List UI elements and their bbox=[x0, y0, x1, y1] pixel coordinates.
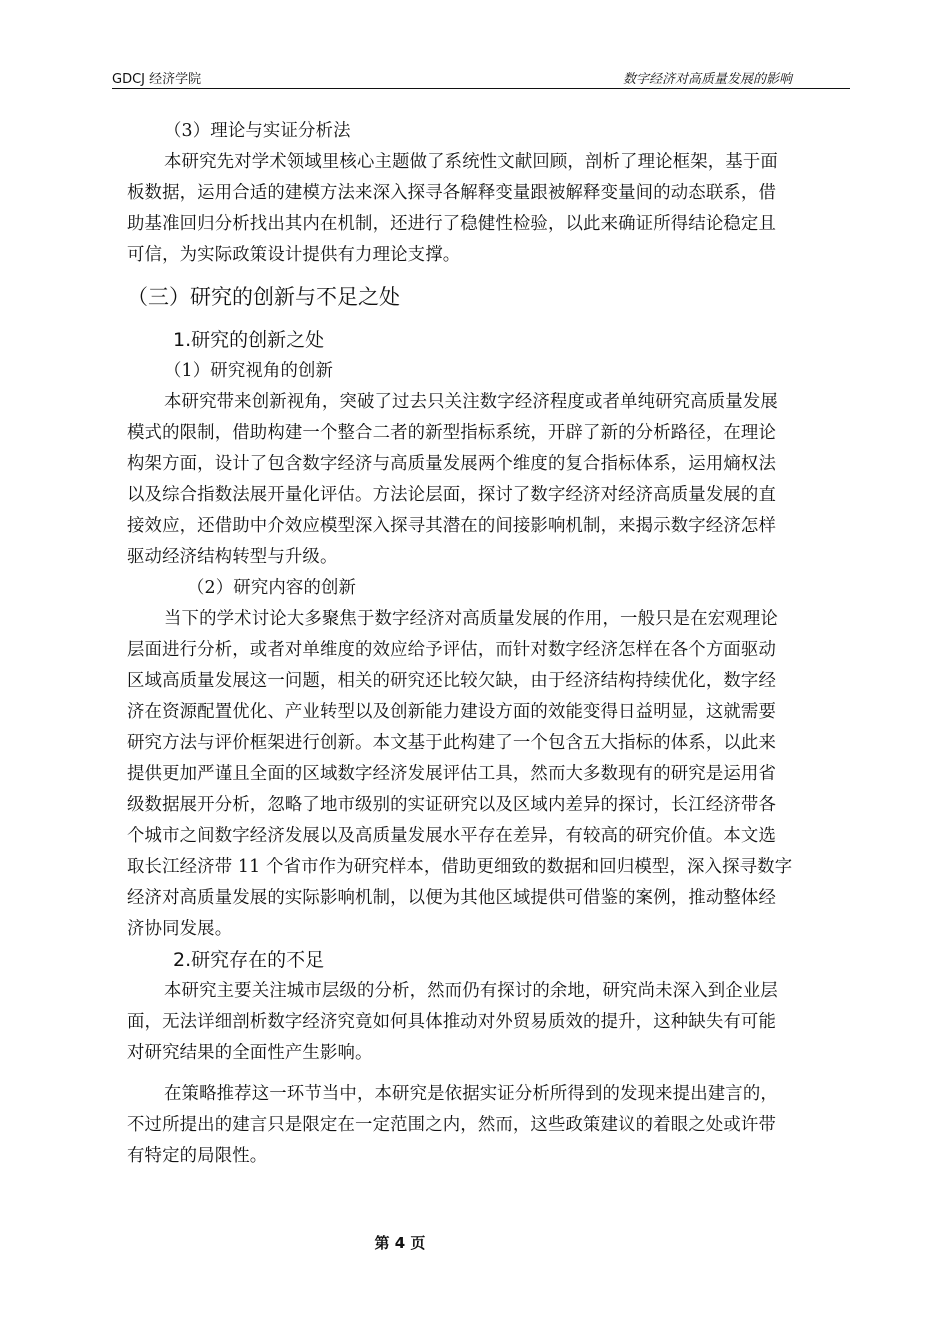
paragraph-line: 取长江经济带 11 个省市作为研究样本，借助更细致的数据和回归模型，深入探寻数字 bbox=[127, 857, 793, 877]
paragraph-line: 面，无法详细剖析数字经济究竟如何具体推动对外贸易质效的提升，这种缺失有可能 bbox=[127, 1012, 777, 1032]
paragraph-line: 不过所提出的建言只是限定在一定范围之内，然而，这些政策建议的着眼之处或许带 bbox=[127, 1115, 777, 1135]
paragraph-line: 提供更加严谨且全面的区域数字经济发展评估工具，然而大多数现有的研究是运用省 bbox=[127, 764, 777, 784]
paragraph-line: 本研究带来创新视角，突破了过去只关注数字经济程度或者单纯研究高质量发展 bbox=[164, 392, 778, 412]
section-heading: （三）研究的创新与不足之处 bbox=[127, 285, 400, 309]
paragraph-line: 板数据，运用合适的建模方法来深入探寻各解释变量跟被解释变量间的动态联系，借 bbox=[127, 183, 777, 203]
paragraph-line: 级数据展开分析，忽略了地市级别的实证研究以及区域内差异的探讨，长江经济带各 bbox=[127, 795, 777, 815]
paragraph-line: 可信，为实际政策设计提供有力理论支撑。 bbox=[127, 245, 461, 265]
paragraph-line: 个城市之间数字经济发展以及高质量发展水平存在差异，有较高的研究价值。本文选 bbox=[127, 826, 777, 846]
paragraph-line: 模式的限制，借助构建一个整合二者的新型指标系统，开辟了新的分析路径，在理论 bbox=[127, 423, 777, 443]
subsection-heading: 1.研究的创新之处 bbox=[173, 329, 325, 351]
paragraph-line: 有特定的局限性。 bbox=[127, 1146, 268, 1166]
paragraph-line: 济在资源配置优化、产业转型以及创新能力建设方面的效能变得日益明显，这就需要 bbox=[127, 702, 777, 722]
header-school: GDCJ 经济学院 bbox=[112, 72, 202, 87]
paragraph-line: 区域高质量发展这一问题，相关的研究还比较欠缺，由于经济结构持续优化，数字经 bbox=[127, 671, 777, 691]
paragraph-line: 当下的学术讨论大多聚焦于数字经济对高质量发展的作用，一般只是在宏观理论 bbox=[164, 609, 778, 629]
paragraph-line: 助基准回归分析找出其内在机制，还进行了稳健性检验，以此来确证所得结论稳定且 bbox=[127, 214, 777, 234]
paragraph-line: 研究方法与评价框架进行创新。本文基于此构建了一个包含五大指标的体系，以此来 bbox=[127, 733, 777, 753]
paragraph-line: 层面进行分析，或者对单维度的效应给予评估，而针对数字经济怎样在各个方面驱动 bbox=[127, 640, 777, 660]
paragraph-line: 接效应，还借助中介效应模型深入探寻其潜在的间接影响机制，来揭示数字经济怎样 bbox=[127, 516, 777, 536]
header-thesis-title: 数字经济对高质量发展的影响 bbox=[622, 72, 792, 87]
body-text bbox=[127, 116, 849, 1172]
innovation2-title: （2）研究内容的创新 bbox=[187, 578, 357, 598]
paragraph-line: 驱动经济结构转型与升级。 bbox=[127, 547, 338, 567]
paragraph-line: 在策略推荐这一环节当中，本研究是依据实证分析所得到的发现来提出建言的， bbox=[164, 1084, 778, 1104]
subsection-heading: 2.研究存在的不足 bbox=[173, 949, 325, 971]
method3-title: （3）理论与实证分析法 bbox=[164, 121, 351, 141]
page-header bbox=[112, 66, 850, 89]
paragraph-line: 济协同发展。 bbox=[127, 919, 233, 939]
paragraph-line: 构架方面，设计了包含数字经济与高质量发展两个维度的复合指标体系，运用熵权法 bbox=[127, 454, 777, 474]
paragraph-line: 经济对高质量发展的实际影响机制，以便为其他区域提供可借鉴的案例，推动整体经 bbox=[127, 888, 777, 908]
paragraph-line: 本研究主要关注城市层级的分析，然而仍有探讨的余地，研究尚未深入到企业层 bbox=[164, 981, 778, 1001]
paragraph-line: 以及综合指数法展开量化评估。方法论层面，探讨了数字经济对经济高质量发展的直 bbox=[127, 485, 777, 505]
page-number: 第 4 页 bbox=[374, 1234, 426, 1252]
paragraph-line: 本研究先对学术领域里核心主题做了系统性文献回顾，剖析了理论框架，基于面 bbox=[164, 152, 778, 172]
paragraph-line: 对研究结果的全面性产生影响。 bbox=[127, 1043, 373, 1063]
innovation1-title: （1）研究视角的创新 bbox=[164, 361, 334, 381]
